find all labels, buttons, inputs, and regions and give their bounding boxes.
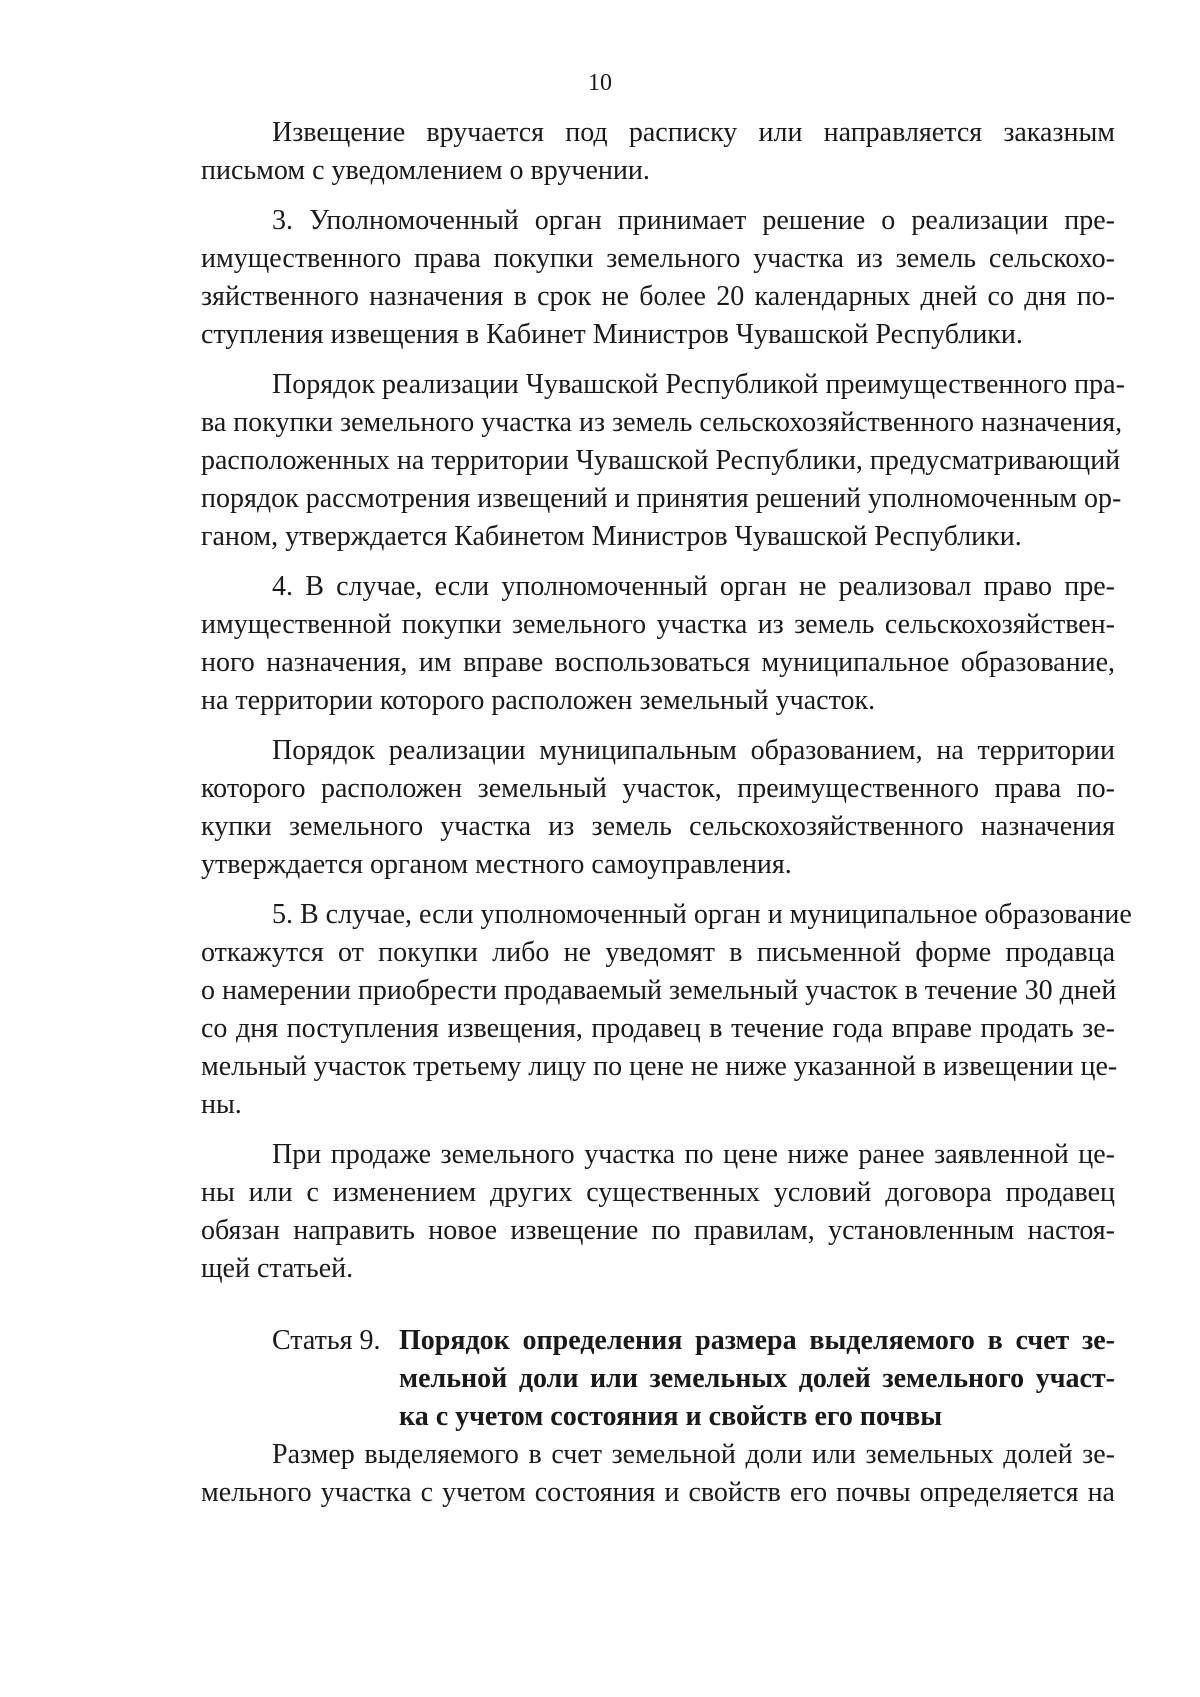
text-line: со дня поступления извещения, продавец в течение года вправе продать зе- bbox=[201, 1013, 1115, 1044]
text-line: При продаже земельного участка по цене ниже ранее заявленной це- bbox=[272, 1139, 1115, 1170]
paragraph bbox=[201, 1136, 1115, 1288]
text-line: мельный участок третьему лицу по цене не ниже указанной в извещении це- bbox=[201, 1051, 1118, 1082]
text-line: письмом с уведомлением о вручении. bbox=[201, 155, 650, 186]
text-line: ны или с изменением других существенных условий договора продавец bbox=[201, 1177, 1115, 1208]
article-title-line: мельной доли или земельных долей земельного участ- bbox=[399, 1363, 1115, 1394]
text-line: ва покупки земельного участка из земель сельскохозяйственного назначения, bbox=[201, 407, 1123, 438]
text-line: утверждается органом местного самоуправления. bbox=[201, 849, 792, 880]
text-line: щей статьей. bbox=[201, 1253, 354, 1284]
paragraph bbox=[201, 732, 1115, 884]
text-line: Порядок реализации муниципальным образованием, на территории bbox=[272, 735, 1115, 766]
article-heading bbox=[201, 1322, 1115, 1436]
text-line: о намерении приобрести продаваемый земельный участок в течение 30 дней bbox=[201, 975, 1117, 1006]
text-line: зяйственного назначения в срок не более 20 календарных дней со дня по- bbox=[201, 281, 1115, 312]
text-line: имущественного права покупки земельного участка из земель сельскохо- bbox=[201, 243, 1115, 274]
paragraph bbox=[201, 366, 1125, 556]
page-number: 10 bbox=[588, 70, 612, 96]
text-line: 3. Уполномоченный орган принимает решение о реализации пре- bbox=[272, 205, 1115, 236]
text-line: Порядок реализации Чувашской Республикой преимущественного пра- bbox=[272, 369, 1125, 400]
text-line: Извещение вручается под расписку или направляется заказным bbox=[272, 117, 1115, 148]
document-body bbox=[201, 114, 1132, 1512]
text-line: расположенных на территории Чувашской Республики, предусматривающий bbox=[201, 445, 1121, 476]
paragraph bbox=[201, 1436, 1115, 1512]
paragraph bbox=[201, 568, 1115, 720]
text-line: обязан направить новое извещение по правилам, установленным настоя- bbox=[201, 1215, 1115, 1246]
text-line: ганом, утверждается Кабинетом Министров Чувашской Республики. bbox=[201, 521, 1022, 552]
article-title bbox=[399, 1322, 1115, 1436]
text-line: ступления извещения в Кабинет Министров Чувашской Республики. bbox=[201, 319, 1023, 350]
text-line: ного назначения, им вправе воспользоваться муниципальное образование, bbox=[201, 647, 1115, 678]
text-line: ны. bbox=[201, 1089, 242, 1120]
paragraph bbox=[201, 202, 1115, 354]
text-line: порядок рассмотрения извещений и принятия решений уполномоченным ор- bbox=[201, 483, 1122, 514]
text-line: мельного участка с учетом состояния и свойств его почвы определяется на bbox=[201, 1477, 1115, 1508]
text-line: имущественной покупки земельного участка из земель сельскохозяйствен- bbox=[201, 609, 1115, 640]
text-line: 5. В случае, если уполномоченный орган и муниципальное образование bbox=[272, 899, 1132, 930]
text-line: купки земельного участка из земель сельскохозяйственного назначения bbox=[201, 811, 1115, 842]
text-line: откажутся от покупки либо не уведомят в письменной форме продавца bbox=[201, 937, 1115, 968]
article-number: Статья 9. bbox=[272, 1325, 381, 1356]
text-line: Размер выделяемого в счет земельной доли или земельных долей зе- bbox=[272, 1439, 1115, 1470]
paragraph bbox=[201, 114, 1115, 190]
text-line: 4. В случае, если уполномоченный орган не реализовал право пре- bbox=[272, 571, 1115, 602]
article-title-line: ка с учетом состояния и свойств его почвы bbox=[399, 1401, 943, 1432]
paragraph bbox=[201, 896, 1132, 1124]
text-line: которого расположен земельный участок, преимущественного права по- bbox=[201, 773, 1115, 804]
article-title-line: Порядок определения размера выделяемого в счет зе- bbox=[399, 1325, 1115, 1356]
text-line: на территории которого расположен земельный участок. bbox=[201, 685, 876, 716]
